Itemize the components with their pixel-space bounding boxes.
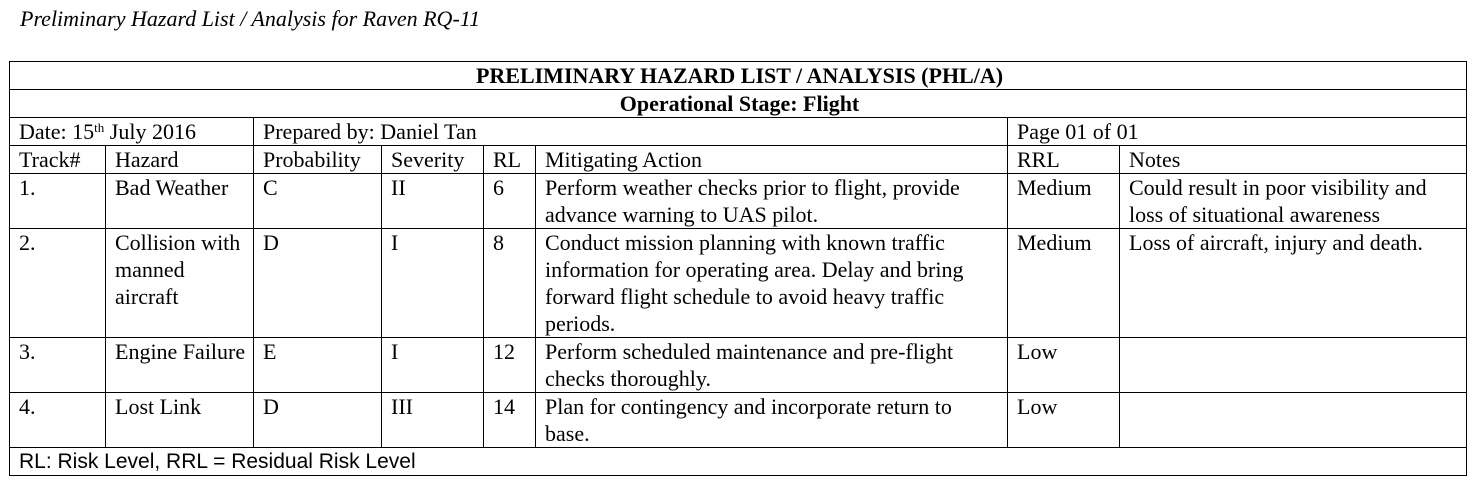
severity-cell: I bbox=[382, 338, 484, 393]
severity-cell: I bbox=[382, 229, 484, 338]
subtitle-row bbox=[10, 90, 1467, 118]
header-probability: Probability bbox=[254, 146, 382, 174]
probability-cell: D bbox=[254, 229, 382, 338]
rrl-cell: Low bbox=[1008, 338, 1120, 393]
hazard-cell: Engine Failure bbox=[106, 338, 254, 393]
rl-cell: 14 bbox=[484, 393, 536, 448]
header-notes: Notes bbox=[1120, 146, 1467, 174]
mitigating-action-cell: Plan for contingency and incorporate return to base. bbox=[536, 393, 1008, 448]
table-title: PRELIMINARY HAZARD LIST / ANALYSIS (PHL/A) bbox=[10, 62, 1467, 90]
notes-cell bbox=[1120, 393, 1467, 448]
hazard-cell: Bad Weather bbox=[106, 174, 254, 229]
notes-cell bbox=[1120, 338, 1467, 393]
rl-cell: 12 bbox=[484, 338, 536, 393]
prepared-by: Prepared by: Daniel Tan bbox=[254, 118, 1008, 146]
severity-cell: II bbox=[382, 174, 484, 229]
title-row bbox=[10, 62, 1467, 90]
header-severity: Severity bbox=[382, 146, 484, 174]
header-row bbox=[10, 146, 1467, 174]
meta-row bbox=[10, 118, 1467, 146]
header-hazard: Hazard bbox=[106, 146, 254, 174]
rl-cell: 8 bbox=[484, 229, 536, 338]
rrl-cell: Medium bbox=[1008, 174, 1120, 229]
hazard-cell: Collision with manned aircraft bbox=[106, 229, 254, 338]
rl-cell: 6 bbox=[484, 174, 536, 229]
date-suffix: July 2016 bbox=[104, 119, 196, 144]
header-track: Track# bbox=[10, 146, 106, 174]
header-rl: RL bbox=[484, 146, 536, 174]
rrl-cell: Medium bbox=[1008, 229, 1120, 338]
mitigating-action-cell: Perform scheduled maintenance and pre-flight checks thoroughly. bbox=[536, 338, 1008, 393]
probability-cell: D bbox=[254, 393, 382, 448]
header-mitigating-action: Mitigating Action bbox=[536, 146, 1008, 174]
document-caption: Preliminary Hazard List / Analysis for Raven RQ-11 bbox=[20, 6, 481, 31]
hazard-cell: Lost Link bbox=[106, 393, 254, 448]
mitigating-action-cell: Perform weather checks prior to flight, provide advance warning to UAS pilot. bbox=[536, 174, 1008, 229]
severity-cell: III bbox=[382, 393, 484, 448]
notes-cell: Loss of aircraft, injury and death. bbox=[1120, 229, 1467, 338]
table-row bbox=[10, 174, 1467, 229]
date-cell bbox=[10, 118, 254, 146]
date-superscript: th bbox=[94, 120, 105, 135]
probability-cell: C bbox=[254, 174, 382, 229]
header-rrl: RRL bbox=[1008, 146, 1120, 174]
footer-row bbox=[10, 448, 1467, 476]
table-row bbox=[10, 229, 1467, 338]
page-number: Page 01 of 01 bbox=[1008, 118, 1467, 146]
notes-cell: Could result in poor visibility and loss of situational awareness bbox=[1120, 174, 1467, 229]
track-cell: 2. bbox=[10, 229, 106, 338]
operational-stage: Operational Stage: Flight bbox=[10, 90, 1467, 118]
table-footnote: RL: Risk Level, RRL = Residual Risk Level bbox=[10, 448, 1467, 476]
track-cell: 4. bbox=[10, 393, 106, 448]
rrl-cell: Low bbox=[1008, 393, 1120, 448]
hazard-table bbox=[9, 61, 1467, 476]
mitigating-action-cell: Conduct mission planning with known traffic information for operating area. Delay and bring forward flight schedule to avoid heavy traffic periods. bbox=[536, 229, 1008, 338]
track-cell: 3. bbox=[10, 338, 106, 393]
probability-cell: E bbox=[254, 338, 382, 393]
track-cell: 1. bbox=[10, 174, 106, 229]
table-row bbox=[10, 393, 1467, 448]
date-prefix: Date: 15 bbox=[19, 119, 95, 144]
table-row bbox=[10, 338, 1467, 393]
